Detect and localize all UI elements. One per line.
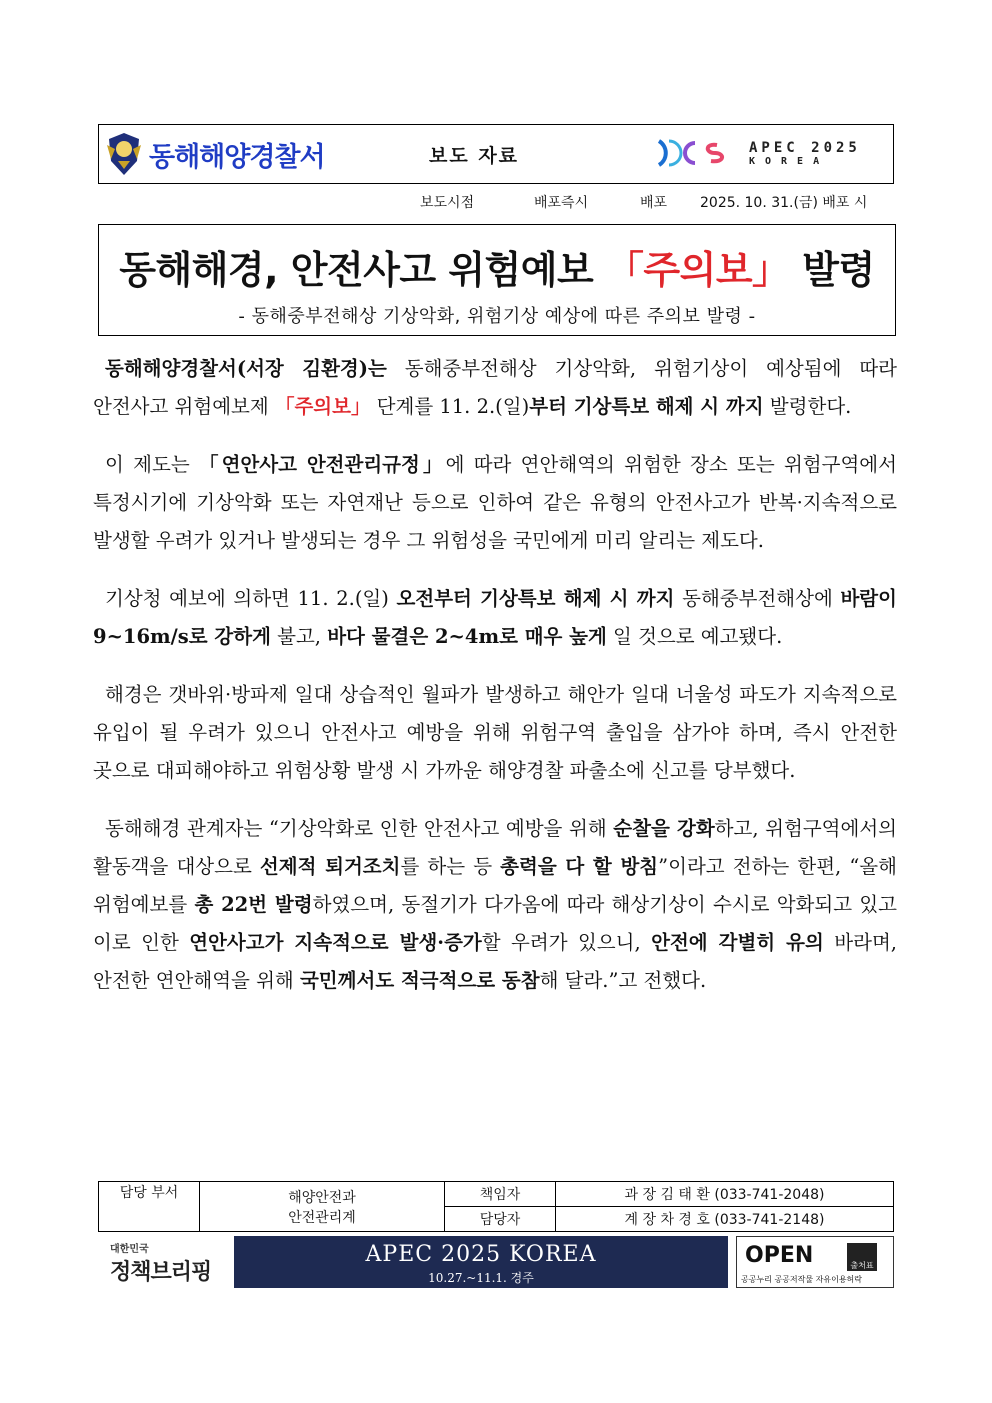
p5-text-m: 바라며, 안전한 연안해역을 위해 bbox=[93, 931, 897, 992]
headline bbox=[99, 239, 895, 294]
org-logo bbox=[105, 131, 325, 177]
coast-guard-emblem-icon bbox=[105, 131, 143, 177]
policy-big: 정책브리핑 bbox=[110, 1260, 212, 1285]
p1-end: 발령한다. bbox=[763, 395, 852, 418]
open-label: OPEN bbox=[745, 1243, 814, 1268]
p3-bold-wind: 바람이 9~16m/s로 강하게 bbox=[93, 587, 897, 648]
dept-line-1: 해양안전과 bbox=[288, 1189, 356, 1206]
p5-bold-d: 선제적 퇴거조치 bbox=[259, 855, 401, 878]
p5-text-i: 하였으며, 동절기가 다가옴에 따라 해상기상이 수시로 악화되고 있고 이로 인한 bbox=[93, 893, 897, 954]
p5-bold-l: 안전에 각별히 유의 bbox=[651, 931, 824, 954]
p5-text-c: 하고, 위험구역에서의 활동객을 대상으로 bbox=[93, 817, 898, 878]
doc-type: 보도 자료 bbox=[429, 145, 520, 167]
paragraph-4: 해경은 갯바위·방파제 일대 상습적인 월파가 발생하고 해안가 일대 너울성 파도가 지속적으로 유입이 될 우려가 있으니 안전사고 예방을 위해 위험구역 출입을 삼가야 하며, 즉시 안전한 곳으로 대피해야하고 위험상황 발생 시 가까운 해양경찰 파출소에 신고를 당부했다. bbox=[93, 683, 897, 782]
apec-title: APEC 2025 bbox=[749, 139, 861, 156]
person-responsible: 과 장 김 태 환 (033-741-2048) bbox=[556, 1182, 894, 1207]
org-name: 동해해양경찰서 bbox=[149, 141, 325, 173]
p3-text: 기상청 예보에 의하면 11. 2.(일) bbox=[105, 587, 397, 610]
p5-bold-n: 국민께서도 적극적으로 동참 bbox=[299, 969, 540, 992]
open-note: 공공누리 공공저작물 자유이용허락 bbox=[741, 1275, 863, 1284]
p5-text-g: ”이라고 전하는 한편, “올해 위험예보를 bbox=[93, 855, 897, 916]
p1-bold-period: 부터 기상특보 해제 시 까지 bbox=[529, 395, 764, 418]
subheadline: - 동해중부전해상 기상악화, 위험기상 예상에 따른 주의보 발령 - bbox=[238, 306, 756, 327]
attribution-icon: 출처표시 bbox=[847, 1243, 877, 1271]
p5-bold-b: 순찰을 강화 bbox=[613, 817, 715, 840]
apec-logo bbox=[655, 135, 861, 171]
p3-bold-period: 오전부터 기상특보 해제 시 까지 bbox=[396, 587, 675, 610]
distribution-date: 2025. 10. 31.(금) 배포 시 bbox=[700, 195, 868, 211]
person-contact: 계 장 차 경 호 (033-741-2148) bbox=[556, 1207, 894, 1232]
release-label: 보도시점 bbox=[420, 195, 475, 211]
role-responsible: 책임자 bbox=[445, 1182, 556, 1207]
p1-highlight: 「주의보」 bbox=[274, 395, 371, 418]
table-row bbox=[99, 1182, 894, 1207]
p5-text-k: 할 우려가 있으니, bbox=[481, 931, 652, 954]
p3-text-2: 동해중부전해상에 bbox=[674, 587, 841, 610]
p5-bold-h: 총 22번 발령 bbox=[194, 893, 313, 916]
release-timing: 배포즉시 bbox=[534, 195, 589, 211]
headline-text: 동해해경, 안전사고 위험예보 bbox=[119, 248, 594, 292]
dept-label: 담당 부서 bbox=[99, 1182, 200, 1232]
policy-small: 대한민국 bbox=[110, 1244, 149, 1255]
headline-suffix: 발령 bbox=[802, 248, 875, 292]
p2-text: 이 제도는 bbox=[105, 453, 199, 476]
p3-text-3: 불고, bbox=[270, 625, 328, 648]
p3-bold-waves: 바다 물결은 2~4m로 매우 높게 bbox=[327, 625, 607, 648]
paragraph-1 bbox=[93, 350, 897, 426]
paragraph-2 bbox=[93, 446, 897, 560]
apec-emblem-icon bbox=[655, 135, 739, 171]
apec-subtitle: KOREA bbox=[749, 155, 830, 167]
p5-bold-j: 연안사고가 지속적으로 발생·증가 bbox=[189, 931, 482, 954]
headline-box bbox=[98, 224, 896, 336]
contact-table bbox=[98, 1181, 894, 1232]
p5-text-a: 동해해경 관계자는 “기상악화로 인한 안전사고 예방을 위해 bbox=[105, 817, 614, 840]
p3-end: 일 것으로 예고됐다. bbox=[606, 625, 783, 648]
p5-text-e: 를 하는 등 bbox=[400, 855, 501, 878]
p5-bold-f: 총력을 다 할 방침 bbox=[500, 855, 659, 878]
p1-bold-org: 동해해양경찰서(서장 김환경)는 bbox=[105, 357, 387, 380]
banner-dates: 10.27.~11.1. 경주 bbox=[428, 1271, 534, 1285]
dept-name bbox=[200, 1182, 445, 1232]
apec-banner bbox=[234, 1236, 728, 1288]
paragraph-3 bbox=[93, 580, 897, 656]
p1-text: 동해중부전해상 기상악화, 위험기상이 예상됨에 따라 안전사고 위험예보제 bbox=[93, 357, 898, 418]
article-body bbox=[93, 350, 897, 1020]
open-license-badge bbox=[736, 1236, 894, 1316]
headline-highlight: 「주의보」 bbox=[605, 248, 790, 292]
footer-banners bbox=[98, 1236, 894, 1316]
p2-rest: 에 따라 연안해역의 위험한 장소 또는 위험구역에서 특정시기에 기상악화 또는 자연재난 등으로 인하여 같은 유형의 안전사고가 반복·지속적으로 발생할 우려가 있거나 발생되는 경우 그 위험성을 국민에게 미리 알리는 제도다. bbox=[93, 453, 897, 552]
p1-date: 단계를 11. 2.(일) bbox=[370, 395, 530, 418]
paragraph-5 bbox=[93, 810, 897, 1000]
distribution-label: 배포 bbox=[640, 195, 668, 211]
p2-bold-regulation: 「연안사고 안전관리규정」 bbox=[198, 453, 446, 476]
dept-line-2: 안전관리계 bbox=[288, 1209, 356, 1226]
press-header bbox=[98, 124, 894, 184]
banner-title: APEC 2025 KOREA bbox=[365, 1242, 597, 1267]
p5-text-o: 해 달라.”고 전했다. bbox=[539, 969, 707, 992]
release-info bbox=[420, 192, 892, 214]
role-contact: 담당자 bbox=[445, 1207, 556, 1232]
policy-briefing-logo bbox=[110, 1240, 211, 1286]
